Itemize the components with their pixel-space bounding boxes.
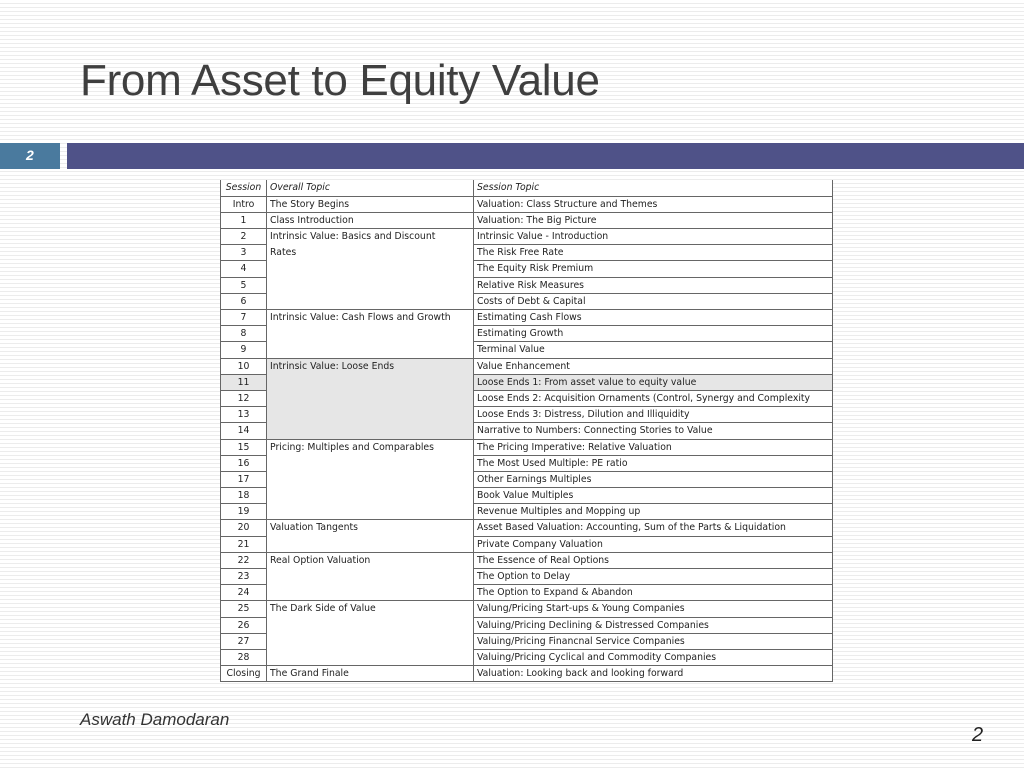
session-topic-cell: Costs of Debt & Capital	[474, 293, 833, 309]
overall-topic-cell	[267, 293, 474, 309]
overall-topic-cell	[267, 504, 474, 520]
session-topic-cell: Valung/Pricing Start-ups & Young Companies	[474, 601, 833, 617]
slide-title: From Asset to Equity Value	[80, 56, 600, 105]
table-row	[221, 488, 833, 504]
header-session-topic: Session Topic	[474, 180, 833, 196]
overall-topic-cell	[267, 649, 474, 665]
session-cell: 6	[221, 293, 267, 309]
overall-topic-cell	[267, 617, 474, 633]
overall-topic-cell: Intrinsic Value: Basics and Discount	[267, 229, 474, 245]
table-row	[221, 471, 833, 487]
session-topic-cell: Estimating Growth	[474, 326, 833, 342]
session-topic-cell: Valuing/Pricing Declining & Distressed Companies	[474, 617, 833, 633]
session-cell: 8	[221, 326, 267, 342]
session-topic-cell: Loose Ends 1: From asset value to equity value	[474, 374, 833, 390]
table-row	[221, 212, 833, 228]
overall-topic-cell: Valuation Tangents	[267, 520, 474, 536]
session-topic-cell: Valuation: Looking back and looking forward	[474, 666, 833, 682]
session-cell: 19	[221, 504, 267, 520]
session-cell: Closing	[221, 666, 267, 682]
session-topic-cell: Loose Ends 3: Distress, Dilution and Illiquidity	[474, 407, 833, 423]
header-session: Session	[221, 180, 267, 196]
table-row	[221, 407, 833, 423]
session-cell: 14	[221, 423, 267, 439]
session-topic-cell: Narrative to Numbers: Connecting Stories to Value	[474, 423, 833, 439]
session-cell: 21	[221, 536, 267, 552]
session-topic-cell: Terminal Value	[474, 342, 833, 358]
table-row	[221, 666, 833, 682]
session-topic-cell: Book Value Multiples	[474, 488, 833, 504]
overall-topic-cell: Rates	[267, 245, 474, 261]
session-topic-cell: The Option to Expand & Abandon	[474, 585, 833, 601]
overall-topic-cell: The Dark Side of Value	[267, 601, 474, 617]
session-topic-cell: Revenue Multiples and Mopping up	[474, 504, 833, 520]
session-cell: 5	[221, 277, 267, 293]
session-cell: 27	[221, 633, 267, 649]
header-overall-topic: Overall Topic	[267, 180, 474, 196]
table-row	[221, 229, 833, 245]
session-table	[220, 180, 833, 682]
table-row	[221, 552, 833, 568]
session-topic-cell: Asset Based Valuation: Accounting, Sum of the Parts & Liquidation	[474, 520, 833, 536]
overall-topic-cell: Intrinsic Value: Cash Flows and Growth	[267, 310, 474, 326]
session-topic-cell: The Pricing Imperative: Relative Valuation	[474, 439, 833, 455]
session-cell: 25	[221, 601, 267, 617]
session-cell: 26	[221, 617, 267, 633]
session-topic-cell: Intrinsic Value - Introduction	[474, 229, 833, 245]
overall-topic-cell: Class Introduction	[267, 212, 474, 228]
session-cell: 9	[221, 342, 267, 358]
table-row	[221, 585, 833, 601]
table-row	[221, 520, 833, 536]
overall-topic-cell	[267, 407, 474, 423]
overall-topic-cell	[267, 277, 474, 293]
session-topic-cell: The Equity Risk Premium	[474, 261, 833, 277]
table-header-row	[221, 180, 833, 196]
table-row	[221, 196, 833, 212]
overall-topic-cell	[267, 455, 474, 471]
overall-topic-cell: The Story Begins	[267, 196, 474, 212]
session-table-container	[220, 180, 832, 683]
table-row	[221, 310, 833, 326]
overall-topic-cell: The Grand Finale	[267, 666, 474, 682]
overall-topic-cell	[267, 342, 474, 358]
session-cell: 24	[221, 585, 267, 601]
table-row	[221, 536, 833, 552]
session-cell: 17	[221, 471, 267, 487]
session-cell: 23	[221, 569, 267, 585]
session-cell: 11	[221, 374, 267, 390]
session-cell: Intro	[221, 196, 267, 212]
overall-topic-cell	[267, 423, 474, 439]
overall-topic-cell: Pricing: Multiples and Comparables	[267, 439, 474, 455]
overall-topic-cell	[267, 390, 474, 406]
table-row	[221, 277, 833, 293]
session-cell: 1	[221, 212, 267, 228]
session-topic-cell: The Option to Delay	[474, 569, 833, 585]
overall-topic-cell	[267, 536, 474, 552]
table-row	[221, 326, 833, 342]
session-cell: 20	[221, 520, 267, 536]
session-cell: 10	[221, 358, 267, 374]
session-cell: 7	[221, 310, 267, 326]
overall-topic-cell: Intrinsic Value: Loose Ends	[267, 358, 474, 374]
session-topic-cell: Valuation: Class Structure and Themes	[474, 196, 833, 212]
session-topic-cell: Estimating Cash Flows	[474, 310, 833, 326]
session-topic-cell: Private Company Valuation	[474, 536, 833, 552]
session-topic-cell: The Essence of Real Options	[474, 552, 833, 568]
session-cell: 16	[221, 455, 267, 471]
session-topic-cell: Other Earnings Multiples	[474, 471, 833, 487]
overall-topic-cell	[267, 488, 474, 504]
title-bar-decoration	[67, 143, 1024, 169]
session-topic-cell: Value Enhancement	[474, 358, 833, 374]
session-cell: 22	[221, 552, 267, 568]
table-row	[221, 358, 833, 374]
session-cell: 13	[221, 407, 267, 423]
table-row	[221, 617, 833, 633]
table-row	[221, 455, 833, 471]
overall-topic-cell	[267, 585, 474, 601]
session-topic-cell: Loose Ends 2: Acquisition Ornaments (Control, Synergy and Complexity	[474, 390, 833, 406]
page-number: 2	[972, 724, 984, 746]
table-row	[221, 423, 833, 439]
session-topic-cell: Relative Risk Measures	[474, 277, 833, 293]
table-row	[221, 569, 833, 585]
session-topic-cell: The Risk Free Rate	[474, 245, 833, 261]
session-cell: 12	[221, 390, 267, 406]
overall-topic-cell	[267, 261, 474, 277]
table-row	[221, 504, 833, 520]
table-row	[221, 390, 833, 406]
table-row	[221, 439, 833, 455]
session-topic-cell: Valuation: The Big Picture	[474, 212, 833, 228]
overall-topic-cell	[267, 471, 474, 487]
table-row	[221, 374, 833, 390]
session-topic-cell: Valuing/Pricing Cyclical and Commodity Companies	[474, 649, 833, 665]
table-row	[221, 601, 833, 617]
overall-topic-cell	[267, 374, 474, 390]
table-row	[221, 245, 833, 261]
table-row	[221, 293, 833, 309]
session-cell: 2	[221, 229, 267, 245]
overall-topic-cell	[267, 633, 474, 649]
slide-number-badge: 2	[0, 143, 60, 169]
session-cell: 28	[221, 649, 267, 665]
session-cell: 3	[221, 245, 267, 261]
overall-topic-cell	[267, 569, 474, 585]
table-row	[221, 342, 833, 358]
overall-topic-cell	[267, 326, 474, 342]
session-cell: 18	[221, 488, 267, 504]
overall-topic-cell: Real Option Valuation	[267, 552, 474, 568]
session-cell: 4	[221, 261, 267, 277]
table-row	[221, 649, 833, 665]
table-row	[221, 261, 833, 277]
session-topic-cell: The Most Used Multiple: PE ratio	[474, 455, 833, 471]
session-topic-cell: Valuing/Pricing Financnal Service Companies	[474, 633, 833, 649]
table-row	[221, 633, 833, 649]
session-cell: 15	[221, 439, 267, 455]
footer-author: Aswath Damodaran	[80, 710, 230, 729]
